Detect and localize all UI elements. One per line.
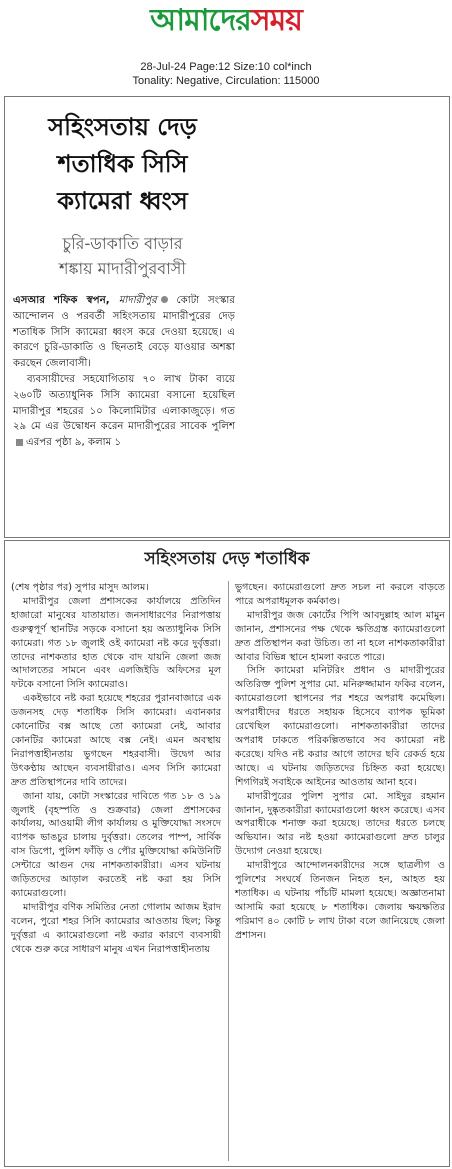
right-column-paragraph: সিসি ক্যামেরা মনিটরিং প্রধান ও মাদারীপুরের অতিরিক্ত পুলিশ সুপার মো. মনিরুজ্জামান ফকির বলেন, ক্যামেরাগুলো স্থাপনের পর শহরে অপরাধ কমেছিল। অপরাধীদের ধরতে সহায়ক হিসেবে ব্যাপক ভূমিকা রেখেছিল ক্যামেরাগুলো। নাশকতাকারীরা তাদের অপরাধ ঢাকতে পরিকল্পিতভাবে সব ক্যামেরা নষ্ট করেছে। যদিও নষ্ট করার আগে তাদের ছবি রেকর্ড হয়ে আছে। এ ঘটনায় জড়িতদের চিহ্নিত করা হয়েছে। শিগগিরই সবাইকে আইনের আওতায় আনা হবে।: [235, 665, 445, 788]
jump-line: এরপর পৃষ্ঠা ৯, কলাম ১: [26, 437, 122, 449]
lead-paragraph-2: [13, 372, 235, 451]
lead-paragraph-1-text: কোটা সংস্কার আন্দোলন ও পরবর্তী সহিংসতায় মাদারীপুরের দেড় শতাধিক সিসি ক্যামেরা ধ্বংস করে দেওয়া হয়েছে। এ কারণে চুরি-ডাকাতি ও ছিনতাই বেড়ে যাওয়ার অশঙ্কা করছেন জেলাবাসী।: [13, 295, 235, 370]
subhead-line-1: চুরি-ডাকাতি বাড়ার: [62, 234, 183, 253]
clip-meta-date-page: 28-Jul-24 Page:12 Size:10 col*inch: [140, 61, 312, 73]
continuation-headline: সহিংসতায় দেড় শতাধিক: [144, 549, 310, 569]
headline-line-1: সহিংসতায় দেড়: [48, 113, 197, 141]
headline-line-3: ক্যামেরা ধ্বংস: [57, 187, 188, 215]
right-column-paragraph: ভুগছেন। ক্যামেরাগুলো দ্রুত সচল না করলে বাড়তে পারে অপরাধমূলক কর্মকাণ্ড।: [235, 582, 445, 607]
article-headline: [5, 109, 240, 220]
article-clip-front: [4, 96, 450, 538]
left-column-paragraph: মাদারীপুর জেলা প্রশাসকের কার্যালয়ে প্রতিদিন হাজারো মানুষের যাতায়াত। জনসাধারণের নিরাপত্তায় গুরুত্বপূর্ণ স্থানটির সড়কে বসানো হয় অত্যাধুনিক সিসি ক্যামেরা। গত ১৮ জুলাই ওই ক্যামেরা নষ্ট করে দুর্বৃত্তরা। তাদের নাশকতার হাত থেকে বাদ যায়নি জেলা জজ আদালতের সামনে এবং এলজিইডি অফিসের মূল ফটকে বসানো সিসি ক্যামেরাও।: [11, 595, 221, 691]
article-subheadline: [5, 231, 240, 281]
byline-name: এসআর শফিক স্বপন,: [13, 295, 110, 306]
left-column-paragraph: একইভাবে নষ্ট করা হয়েছে শহরের পুরানবাজারে এক ডজনসহ দেড় শতাধিক সিসি ক্যামেরা। এবানকার কোনোটির বক্স আছে তো ক্যামেরা নেই, আবার কোনটির ক্যামেরা আছে বক্স নেই। এমন অবস্থায় নিরাপত্তাহীনতায় ভুগছেন শহরবাসী। উদ্বেগ আর উৎকণ্ঠায় আছেন ব্যবসায়ীরাও। এসব সিসি ক্যামেরা দ্রুত প্রতিস্থাপনের দাবি তাদের।: [11, 693, 221, 788]
bullet-icon: [161, 296, 168, 303]
lead-paragraph-1: [13, 293, 235, 372]
left-column-paragraph: জানা যায়, কোটা সংস্কারের দাবিতে গত ১৮ ও ১৯ জুলাই (বৃহস্পতি ও শুক্রবার) জেলা প্রশাসকের কার্যালয়, আওয়ামী লীগ কার্যালয় ও মুক্তিযোদ্ধা সংসদে ব্যাপক ভাঙচুর চালায় দুর্বৃত্তরা। তেলের পাম্প, সার্বিক বাস ডিপো, পুলিশ ফাঁড়ি ও পৌর মুক্তিযোদ্ধা কমিউনিটি সেন্টারে আগুন দেয় নাশকতাকারীরা। এসব ঘটনায় জড়িতদের আড়াল করতেই নষ্ট করা হয় সিসি ক্যামেরাগুলো।: [11, 790, 221, 899]
byline-location: মাদারীপুর: [118, 295, 157, 306]
continuation-columns: [11, 581, 445, 1161]
article-clip-continuation: [4, 540, 450, 1167]
clip-meta-tonality: Tonality: Negative, Circulation: 115000: [132, 75, 320, 87]
byline: [13, 295, 157, 306]
square-bullet-icon: [16, 439, 23, 446]
logo-part-1: আমাদের: [150, 3, 251, 38]
lead-paragraph-2-text: ব্যবসায়ীদের সহযোগিতায় ৭০ লাখ টাকা ব্যয়ে ২৬০টি অত্যাধুনিক সিসি ক্যামেরা বসানো হয়েছিল মাদারীপুর শহরের ১০ কিলোমিটার এলাকাজুড়ে। গত ২৯ মে এর উদ্বোধন করেন মাদারীপুরের সাবেক পুলিশ: [13, 373, 235, 433]
headline-line-2: শতাধিক সিসি: [57, 150, 188, 178]
right-column-paragraph: মাদারীপুরের পুলিশ সুপার মো. সাইদুর রহমান জানান, দুষ্কৃতকারীরা ক্যামেরাগুলো ধ্বংস করেছে। এসব অপরাধীকে শনাক্ত করা হয়েছে। তাদের ধরতে চলছে অভিযান। আর নষ্ট হওয়া ক্যামেরাগুলো দ্রুত চালুর উদ্যোগ নেওয়া হয়েছে।: [235, 790, 445, 858]
logo-part-2: সময়: [250, 3, 302, 38]
column-divider: [228, 581, 229, 1161]
right-column-paragraph: মাদারীপুর জজ কোর্টের পিপি আবদুল্লাহ আল মামুন জানান, প্রশাসনের পক্ষ থেকে ক্ষতিগ্রস্ত ক্যামেরাগুলো দ্রুত প্রতিস্থাপন করা উচিত। তা না হলে নাশকতাকারীরা আবার বিভিন্ন স্থানে হামলা করতে পারে।: [235, 609, 445, 663]
newspaper-masthead: [0, 0, 452, 42]
left-column-paragraph: (শেষ পৃষ্ঠার পর) সুপার মাসুদ আলম।: [11, 582, 149, 593]
continuation-right-column: [235, 581, 445, 943]
left-column-paragraph: মাদারীপুর বণিক সমিতির নেতা গোলাম আজম ইরাদ বলেন, পুরো শহর সিসি ক্যামেরার আওতায় ছিল; কিন্তু দুর্বৃত্তরা এ ক্যামেরাগুলো নষ্ট করার কারণে ব্যবসায়ী থেকে শুরু করে সাধারণ মানুষ এখন নিরাপত্তাহীনতায়: [11, 901, 221, 955]
continuation-left-column: [11, 581, 221, 956]
newspaper-logo: [150, 2, 302, 40]
article-lead-text: [13, 293, 235, 451]
subhead-line-2: শঙ্কায় মাদারীপুরবাসী: [59, 259, 186, 278]
right-column-paragraph: মাদারীপুরে আন্দোলনকারীদের সঙ্গে ছাত্রলীগ ও পুলিশের সংঘর্ষে তিনজন নিহত হন, আহত হয় শতাধিক। এ ঘটনায় পাঁচটি মামলা হয়েছে। অজ্ঞাতনামা আসামি করা হয়েছে ৮ শতাধিক। জেলায় ক্ষয়ক্ষতির পরিমাণ ৪০ কোটি ৮ লাখ টাকা বলে জানিয়েছে জেলা প্রশাসন।: [235, 860, 445, 941]
